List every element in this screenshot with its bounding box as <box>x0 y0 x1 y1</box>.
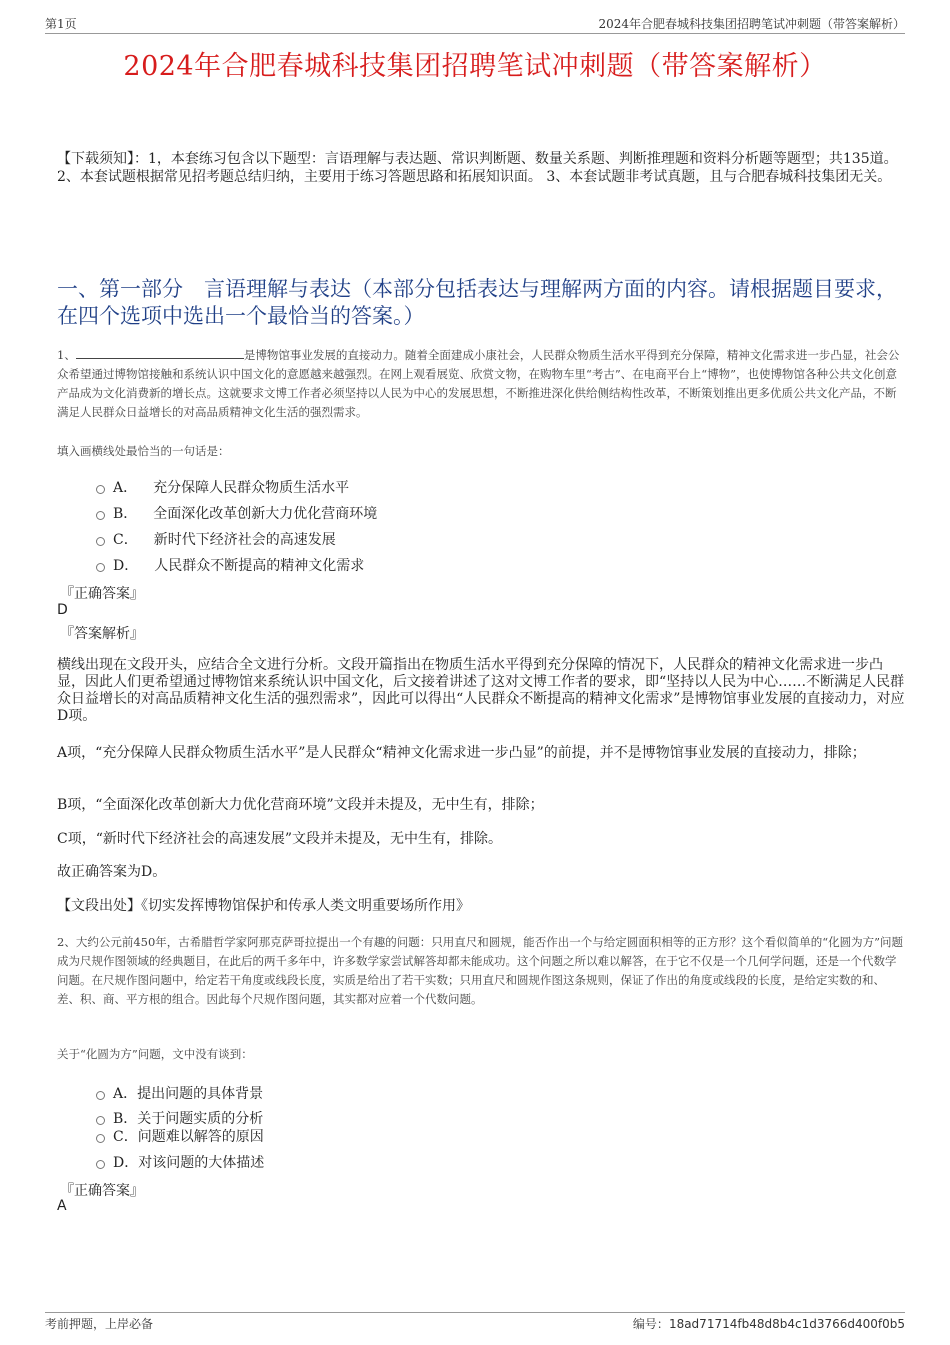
footer-divider <box>45 1312 905 1313</box>
option-text: 关于问题实质的分析 <box>137 1111 264 1127</box>
radio-icon[interactable] <box>96 485 105 494</box>
question-2-prompt: 关于“化圆为方”问题，文中没有谈到： <box>57 1047 253 1061</box>
download-notice: 【下载须知】：1，本套练习包含以下题型：言语理解与表达题、常识判断题、数量关系题、判断推理题和资料分析题等题型；共135道。 2、本套试题根据常见招考题总结归纳，主要用于练习答题思路和拓展知识面。 3、本套试题非考试真题，且与合肥春城科技集团无关。 <box>57 151 898 185</box>
option-b[interactable] <box>96 503 377 523</box>
option-key: A． <box>113 480 138 496</box>
option-key: B． <box>113 506 138 522</box>
fill-blank <box>76 348 244 359</box>
option-c[interactable] <box>96 1126 264 1146</box>
option-key: C． <box>113 532 138 548</box>
option-b[interactable] <box>96 1108 263 1128</box>
radio-icon[interactable] <box>96 1134 105 1143</box>
source-citation: 【文段出处】《切实发挥博物馆保护和传承人类文明重要场所作用》 <box>57 898 470 914</box>
header-doc-title: 2024年合肥春城科技集团招聘笔试冲刺题（带答案解析） <box>598 17 905 31</box>
header-divider <box>45 33 905 34</box>
option-text: 新时代下经济社会的高速发展 <box>153 532 336 548</box>
question-1 <box>57 346 905 422</box>
analysis-paragraph: 横线出现在文段开头，应结合全文进行分析。文段开篇指出在物质生活水平得到充分保障的情况下，人民群众的精神文化需求进一步凸显，因此人们更希望通过博物馆来系统认识中国文化，后文接着讲述了这对文博工作者的要求，即“坚持以人民为中心……不断满足人民群众日益增长的对高品质精神文化生活的强烈需求”，因此可以得出“人民群众不断提高的精神文化需求”是博物馆事业发展的直接动力，对应D项。 <box>57 657 905 724</box>
option-text: 问题难以解答的原因 <box>137 1129 264 1145</box>
question-2: 2、大约公元前450年，古希腊哲学家阿那克萨哥拉提出一个有趣的问题：只用直尺和圆规，能否作出一个与给定圆面积相等的正方形？这个看似简单的“化圆为方”问题成为尺规作图领域的经典题目，在此后的两千多年中，许多数学家尝试解答却都未能成功。这个问题之所以难以解答，在于它不仅是一个几何学问题，还是一个代数学问题。在尺规作图问题中，给定若干角度或线段长度，实质是给出了若干实数；只用直尺和圆规作图这条规则，保证了作出的角度或线段的长度，是给定实数的和、差、积、商、平方根的组合。因此每个尺规作图问题，其实都对应着一个代数问题。 <box>57 935 904 1006</box>
radio-icon[interactable] <box>96 563 105 572</box>
footer-slogan: 考前押题，上岸必备 <box>45 1317 154 1331</box>
radio-icon[interactable] <box>96 1116 105 1125</box>
page-title: 2024年合肥春城科技集团招聘笔试冲刺题（带答案解析） <box>123 51 827 82</box>
option-text: 充分保障人民群众物质生活水平 <box>153 480 350 496</box>
question-1-prompt: 填入画横线处最恰当的一句话是： <box>57 444 230 458</box>
analysis-paragraph: B项，“全面深化改革创新大力优化营商环境”文段并未提及，无中生有，排除； <box>57 797 544 813</box>
option-c[interactable] <box>96 529 336 549</box>
analysis-paragraph: A项，“充分保障人民群众物质生活水平”是人民群众“精神文化需求进一步凸显”的前提，并不是博物馆事业发展的直接动力，排除； <box>57 745 866 761</box>
option-key: B． <box>113 1111 138 1127</box>
option-text: 全面深化改革创新大力优化营商环境 <box>153 506 378 522</box>
option-key: D． <box>113 1155 139 1171</box>
option-d[interactable] <box>96 555 364 575</box>
analysis-paragraph: 故正确答案为D。 <box>57 864 167 880</box>
answer-label: 『正确答案』 <box>60 1183 144 1199</box>
question-1-number: 1、 <box>57 348 76 362</box>
answer-value: A <box>57 1198 67 1214</box>
footer-code-value: 18ad71714fb48d8b4c1d3766d400f0b5 <box>668 1317 905 1331</box>
page-number: 第1页 <box>45 17 77 31</box>
option-key: D． <box>113 558 139 574</box>
option-text: 对该问题的大体描述 <box>138 1155 265 1171</box>
radio-icon[interactable] <box>96 537 105 546</box>
option-key: C． <box>113 1129 138 1145</box>
option-text: 人民群众不断提高的精神文化需求 <box>154 558 365 574</box>
option-d[interactable] <box>96 1152 264 1172</box>
answer-value: D <box>57 602 68 618</box>
analysis-label: 『答案解析』 <box>60 626 144 642</box>
footer-code-label: 编号： <box>632 1317 669 1331</box>
section-heading: 一、第一部分 言语理解与表达（本部分包括表达与理解两方面的内容。请根据题目要求，在四个选项中选出一个最恰当的答案。） <box>57 277 897 328</box>
radio-icon[interactable] <box>96 511 105 520</box>
analysis-paragraph: C项，“新时代下经济社会的高速发展”文段并未提及，无中生有，排除。 <box>57 831 503 847</box>
radio-icon[interactable] <box>96 1091 105 1100</box>
option-text: 提出问题的具体背景 <box>137 1086 264 1102</box>
footer-code <box>633 1315 905 1332</box>
radio-icon[interactable] <box>96 1160 105 1169</box>
option-a[interactable] <box>96 477 349 497</box>
answer-label: 『正确答案』 <box>60 586 144 602</box>
option-key: A． <box>113 1086 138 1102</box>
option-a[interactable] <box>96 1083 263 1103</box>
question-1-text: 是博物馆事业发展的直接动力。随着全面建成小康社会，人民群众物质生活水平得到充分保障，精神文化需求进一步凸显，社会公众希望通过博物馆接触和系统认识中国文化的意愿越来越强烈。在网上观看展览、欣赏文物，在购物车里“考古”、在电商平台上“博物”，也使博物馆各种公共文化创意产品成为文化消费新的增长点。这就要求文博工作者必须坚持以人民为中心的发展思想，不断推进深化供给侧结构性改革，不断策划推出更多优质公共文化产品，不断满足人民群众日益增长的对高品质精神文化生活的强烈需求。 <box>57 348 900 419</box>
